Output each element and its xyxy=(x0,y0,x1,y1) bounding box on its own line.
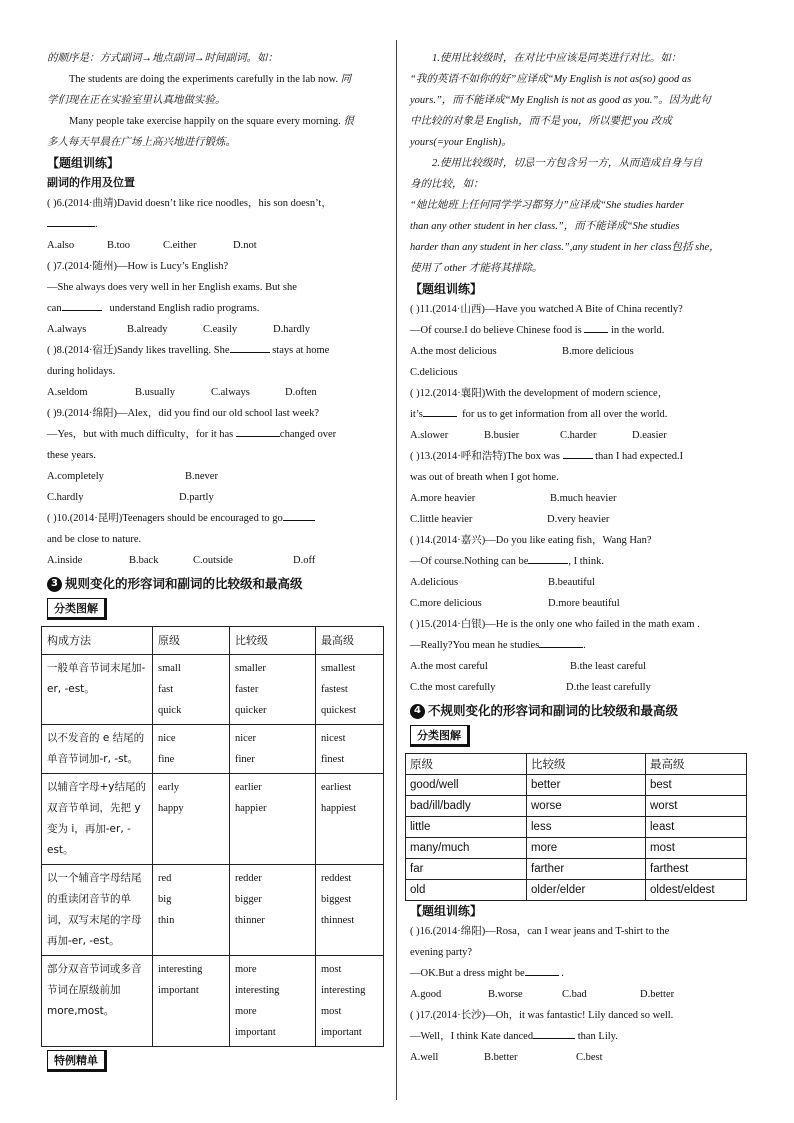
section-3-title: 规则变化的形容词和副词的比较级和最高级 xyxy=(65,576,303,591)
question-17-line2 xyxy=(410,1026,750,1047)
answer-blank[interactable] xyxy=(528,553,568,564)
superlative-cell: most xyxy=(646,838,747,859)
comparative-cell: nicer finer xyxy=(230,725,316,774)
positive-cell: bad/ill/badly xyxy=(406,796,527,817)
answer-blank[interactable] xyxy=(47,216,95,227)
q13-start: ( )13.(2014·呼和浩特)The box was xyxy=(410,451,560,462)
comparative-cell: worse xyxy=(527,796,646,817)
question-16-options xyxy=(410,984,750,1005)
option-a[interactable]: A.slower xyxy=(410,430,449,441)
positive-cell: interesting important xyxy=(153,956,230,1047)
question-13-options-1 xyxy=(410,488,750,509)
note-2-line4: than any other student in her class.”，而不能译成“She studies xyxy=(410,221,680,232)
positive-cell: little xyxy=(406,817,527,838)
rule-cell: 以不发音的 e 结尾的单音节词加-r, -st。 xyxy=(42,725,153,774)
question-10-line2: and be close to nature. xyxy=(47,534,142,545)
superlative-cell: least xyxy=(646,817,747,838)
question-13-line2: was out of breath when I got home. xyxy=(410,472,559,483)
option-a[interactable]: A.more heavier xyxy=(410,493,476,504)
positive-cell: old xyxy=(406,880,527,901)
irregular-comparison-table xyxy=(405,753,747,901)
table-row xyxy=(406,817,747,838)
question-15-options-2 xyxy=(410,677,750,698)
example-2-zh-start: 很 xyxy=(343,116,354,127)
superlative-cell: best xyxy=(646,775,747,796)
rule-cell: 部分双音节词或多音节词在原级前加more,most。 xyxy=(42,956,153,1047)
question-11: ( )11.(2014·山西)—Have you watched A Bite of China recently? xyxy=(410,304,683,315)
note-2: 2.使用比较级时，切忌一方包含另一方，从而造成自身与自 xyxy=(432,158,703,169)
option-b[interactable]: B.much heavier xyxy=(550,493,617,504)
option-a[interactable]: A.the most delicious xyxy=(410,346,497,357)
table-row xyxy=(406,838,747,859)
question-15-line2 xyxy=(410,635,750,656)
superlative-cell: worst xyxy=(646,796,747,817)
section-3-heading xyxy=(47,573,382,595)
question-13-options-2 xyxy=(410,509,750,530)
table-row xyxy=(406,880,747,901)
section-number-badge: 4 xyxy=(410,704,425,719)
answer-blank[interactable] xyxy=(539,637,583,648)
note-1-line5: yours(=your English)。 xyxy=(410,137,512,148)
example-1-zh: 学们现在正在实验室里认真地做实验。 xyxy=(47,95,226,106)
training-heading: 【题组训练】 xyxy=(47,156,120,170)
question-16: ( )16.(2014·绵阳)—Rosa，can I wear jeans and T-shirt to the xyxy=(410,926,670,937)
question-9-line3: these years. xyxy=(47,450,96,461)
question-9-line2 xyxy=(47,424,382,445)
superlative-cell: earliest happiest xyxy=(316,774,384,865)
example-1 xyxy=(47,69,382,90)
option-b[interactable]: B.more delicious xyxy=(562,346,634,357)
q11-start: —Of course.I do believe Chinese food is xyxy=(410,325,582,336)
sub-heading: 副词的作用及位置 xyxy=(47,176,135,189)
option-b[interactable]: B.already xyxy=(127,324,168,335)
q15-start: —Really?You mean he studies xyxy=(410,640,540,651)
table-row xyxy=(406,796,747,817)
option-a[interactable]: A.delicious xyxy=(410,577,459,588)
col-header-method: 构成方法 xyxy=(42,627,153,655)
question-12-line2 xyxy=(410,404,750,425)
option-b[interactable]: B.worse xyxy=(488,989,523,1000)
option-c[interactable]: C.more delicious xyxy=(410,598,482,609)
question-10-options xyxy=(47,550,382,571)
col-header-comparative: 比较级 xyxy=(230,627,316,655)
question-8 xyxy=(47,340,382,361)
table-row xyxy=(42,956,384,1047)
option-c[interactable]: C.the most carefully xyxy=(410,682,496,693)
positive-cell: early happy xyxy=(153,774,230,865)
question-15: ( )15.(2014·白银)—He is the only one who failed in the math exam . xyxy=(410,619,700,630)
question-14-line2 xyxy=(410,551,750,572)
option-d[interactable]: D.easier xyxy=(632,430,667,441)
col-header-positive: 原级 xyxy=(153,627,230,655)
regular-comparison-table xyxy=(41,626,384,1047)
question-11-line2 xyxy=(410,320,750,341)
training-heading: 【题组训练】 xyxy=(410,282,483,296)
answer-blank[interactable] xyxy=(62,300,102,311)
comparative-cell: older/elder xyxy=(527,880,646,901)
example-1-zh-start: 同 xyxy=(340,74,352,85)
answer-blank[interactable] xyxy=(525,965,559,976)
example-2-zh: 多人每天早晨在广场上高兴地进行锻炼。 xyxy=(47,137,236,148)
option-c[interactable]: C.bad xyxy=(562,989,587,1000)
training-heading-2: 【题组训练】 xyxy=(410,904,483,918)
option-d[interactable]: D.partly xyxy=(179,492,214,503)
option-a[interactable]: A.completely xyxy=(47,471,104,482)
comparative-cell: less xyxy=(527,817,646,838)
rule-cell: 以一个辅音字母结尾的重读闭音节的单词，双写末尾的字母再加-er, -est。 xyxy=(42,865,153,956)
positive-cell: small fast quick xyxy=(153,655,230,725)
comparative-cell: redder bigger thinner xyxy=(230,865,316,956)
q8-start: ( )8.(2014·宿迁)Sandy likes travelling. She xyxy=(47,345,230,356)
question-6-end: . xyxy=(95,219,98,230)
option-a[interactable]: A.always xyxy=(47,324,87,335)
table-row xyxy=(42,655,384,725)
note-2-line6: 使用了 other 才能将其排除。 xyxy=(410,263,543,274)
option-c[interactable]: C.harder xyxy=(560,430,597,441)
option-d[interactable]: D.very heavier xyxy=(547,514,610,525)
superlative-cell: oldest/eldest xyxy=(646,880,747,901)
section-4-label: 分类图解 xyxy=(410,725,470,747)
special-cases-label: 特例精单 xyxy=(47,1050,107,1072)
q13-end: than I had expected.I xyxy=(595,451,684,462)
option-c[interactable]: C.delicious xyxy=(410,367,458,378)
q8-end: stays at home xyxy=(272,345,330,356)
question-8-line2: during holidays. xyxy=(47,366,116,377)
option-b[interactable]: B.the least careful xyxy=(570,661,647,672)
option-d[interactable]: D.hardly xyxy=(273,324,311,335)
positive-cell: nice fine xyxy=(153,725,230,774)
comparative-cell: smaller faster quicker xyxy=(230,655,316,725)
answer-blank[interactable] xyxy=(236,426,280,437)
comparative-cell: more xyxy=(527,838,646,859)
option-d[interactable]: D.better xyxy=(640,989,675,1000)
question-14-options-1 xyxy=(410,572,750,593)
example-2-en: Many people take exercise happily on the square every morning. xyxy=(69,116,341,127)
question-6-line2 xyxy=(47,214,382,235)
col-header-comparative: 比较级 xyxy=(527,754,646,775)
option-b[interactable]: B.busier xyxy=(484,430,520,441)
table-row xyxy=(406,859,747,880)
left-column xyxy=(47,48,382,1078)
example-2 xyxy=(47,111,382,132)
option-a[interactable]: A.well xyxy=(410,1052,439,1063)
option-a[interactable]: A.good xyxy=(410,989,442,1000)
intro-note: 的顺序是：方式副词→地点副词→时间副词。如： xyxy=(47,53,278,64)
q14-start: —Of course.Nothing can be xyxy=(410,556,529,567)
col-header-superlative: 最高级 xyxy=(646,754,747,775)
question-9-options-1 xyxy=(47,466,382,487)
q7-rest: understand English radio programs. xyxy=(109,303,260,314)
note-1-line2: “我的英语不如你的好”应译成“My English is not as(so) good as xyxy=(410,74,692,85)
question-16-line2: evening party? xyxy=(410,947,473,958)
positive-cell: good/well xyxy=(406,775,527,796)
positive-cell: far xyxy=(406,859,527,880)
rule-cell: 一般单音节词末尾加-er, -est。 xyxy=(42,655,153,725)
question-12-options xyxy=(410,425,750,446)
option-a[interactable]: A.the most careful xyxy=(410,661,488,672)
note-1-line3: yours.”，而不能译成“My English is not as good as you.”。因为此句 xyxy=(410,95,711,106)
column-divider xyxy=(396,40,397,1100)
question-13 xyxy=(410,446,750,467)
table-row xyxy=(406,775,747,796)
q12-start: it’s xyxy=(410,409,423,420)
question-14-options-2 xyxy=(410,593,750,614)
example-1-en: The students are doing the experiments carefully in the lab now. xyxy=(69,74,339,85)
note-1-line4: 中比较的对象是 English，而不是 you，所以要把 you 改成 xyxy=(410,116,672,127)
question-7-line3 xyxy=(47,298,382,319)
note-2-line2: 身的比较，如： xyxy=(410,179,484,190)
answer-blank[interactable] xyxy=(563,448,593,459)
option-d[interactable]: D.the least carefully xyxy=(566,682,651,693)
q10-text: ( )10.(2014·昆明)Teenagers should be encouraged to go xyxy=(47,513,283,524)
q12-end: for us to get information from all over the world. xyxy=(462,409,668,420)
option-c[interactable]: C.either xyxy=(163,240,197,251)
option-b[interactable]: B.better xyxy=(484,1052,518,1063)
option-c[interactable]: C.outside xyxy=(193,555,233,566)
option-b[interactable]: B.beautiful xyxy=(548,577,595,588)
option-a[interactable]: A.inside xyxy=(47,555,83,566)
q11-end: in the world. xyxy=(611,325,665,336)
option-c[interactable]: C.always xyxy=(211,387,250,398)
col-header-superlative: 最高级 xyxy=(316,627,384,655)
question-9: ( )9.(2014·绵阳)—Alex，did you find our old school last week? xyxy=(47,408,320,419)
option-c[interactable]: C.best xyxy=(576,1052,603,1063)
comparative-cell: better xyxy=(527,775,646,796)
table-header-row xyxy=(406,754,747,775)
option-b[interactable]: B.too xyxy=(107,240,131,251)
answer-blank[interactable] xyxy=(584,322,608,333)
option-d[interactable]: D.not xyxy=(233,240,257,251)
q16-start: —OK.But a dress might be xyxy=(410,968,525,979)
q17-end: than Lily. xyxy=(577,1031,618,1042)
question-17: ( )17.(2014·长沙)—Oh，it was fantastic! Lily danced so well. xyxy=(410,1010,674,1021)
superlative-cell: smallest fastest quickest xyxy=(316,655,384,725)
question-14: ( )14.(2014·嘉兴)—Do you like eating fish，Wang Han? xyxy=(410,535,652,546)
answer-blank[interactable] xyxy=(423,406,457,417)
question-9-options-2 xyxy=(47,487,382,508)
table-row xyxy=(42,774,384,865)
question-7-options xyxy=(47,319,382,340)
q14-end: , I think. xyxy=(568,556,604,567)
option-c[interactable]: C.hardly xyxy=(47,492,84,503)
option-b[interactable]: B.back xyxy=(129,555,159,566)
question-6-text: ( )6.(2014·曲靖)David doesn’t like rice noodles，his son doesn’t， xyxy=(47,198,332,209)
note-1: 1.使用比较级时，在对比中应该是同类进行对比。如： xyxy=(432,53,682,64)
superlative-cell: most interesting most important xyxy=(316,956,384,1047)
answer-blank[interactable] xyxy=(533,1028,575,1039)
superlative-cell: reddest biggest thinnest xyxy=(316,865,384,956)
question-17-options xyxy=(410,1047,750,1068)
section-4-heading xyxy=(410,700,750,722)
option-c[interactable]: C.easily xyxy=(203,324,238,335)
question-10 xyxy=(47,508,382,529)
positive-cell: many/much xyxy=(406,838,527,859)
q7-can: can xyxy=(47,303,62,314)
option-a[interactable]: A.seldom xyxy=(47,387,88,398)
superlative-cell: nicest finest xyxy=(316,725,384,774)
section-3-label: 分类图解 xyxy=(47,598,107,620)
table-header-row xyxy=(42,627,384,655)
q17-start: —Well，I think Kate danced xyxy=(410,1031,534,1042)
question-6 xyxy=(47,193,382,214)
option-c[interactable]: C.little heavier xyxy=(410,514,473,525)
question-12: ( )12.(2014·襄阳)With the development of modern science， xyxy=(410,388,669,399)
q16-end: . xyxy=(561,968,564,979)
option-d[interactable]: D.off xyxy=(293,555,316,566)
question-7-line2: —She always does very well in her English exams. But she xyxy=(47,282,297,293)
option-d[interactable]: D.more beautiful xyxy=(548,598,620,609)
question-16-line3 xyxy=(410,963,750,984)
option-b[interactable]: B.usually xyxy=(135,387,175,398)
comparative-cell: earlier happier xyxy=(230,774,316,865)
comparative-cell: farther xyxy=(527,859,646,880)
right-column xyxy=(410,48,750,1068)
superlative-cell: farthest xyxy=(646,859,747,880)
answer-blank[interactable] xyxy=(230,342,270,353)
q9-end: changed over xyxy=(279,429,337,440)
question-11-options xyxy=(410,341,750,362)
note-2-line5: harder than any student in her class.”,any student in her class包括 she， xyxy=(410,242,720,253)
question-7: ( )7.(2014·随州)—How is Lucy’s English? xyxy=(47,261,229,272)
q15-end: . xyxy=(583,640,586,651)
rule-cell: 以辅音字母+y结尾的双音节单词，先把 y 变为 i，再加-er, -est。 xyxy=(42,774,153,865)
positive-cell: red big thin xyxy=(153,865,230,956)
section-4-title: 不规则变化的形容词和副词的比较级和最高级 xyxy=(428,703,679,718)
q9-start: —Yes，but with much difficulty，for it has xyxy=(47,429,234,440)
comparative-cell: more interesting more important xyxy=(230,956,316,1047)
note-2-line3: “她比她班上任何同学学习都努力”应译成“She studies harder xyxy=(410,200,684,211)
table-row xyxy=(42,865,384,956)
col-header-positive: 原级 xyxy=(406,754,527,775)
question-15-options-1 xyxy=(410,656,750,677)
option-a[interactable]: A.also xyxy=(47,240,75,251)
section-number-badge: 3 xyxy=(47,577,62,592)
answer-blank[interactable] xyxy=(283,510,315,521)
table-row xyxy=(42,725,384,774)
question-8-options xyxy=(47,382,382,403)
question-6-options xyxy=(47,235,382,256)
option-b[interactable]: B.never xyxy=(185,471,218,482)
option-d[interactable]: D.often xyxy=(285,387,317,398)
